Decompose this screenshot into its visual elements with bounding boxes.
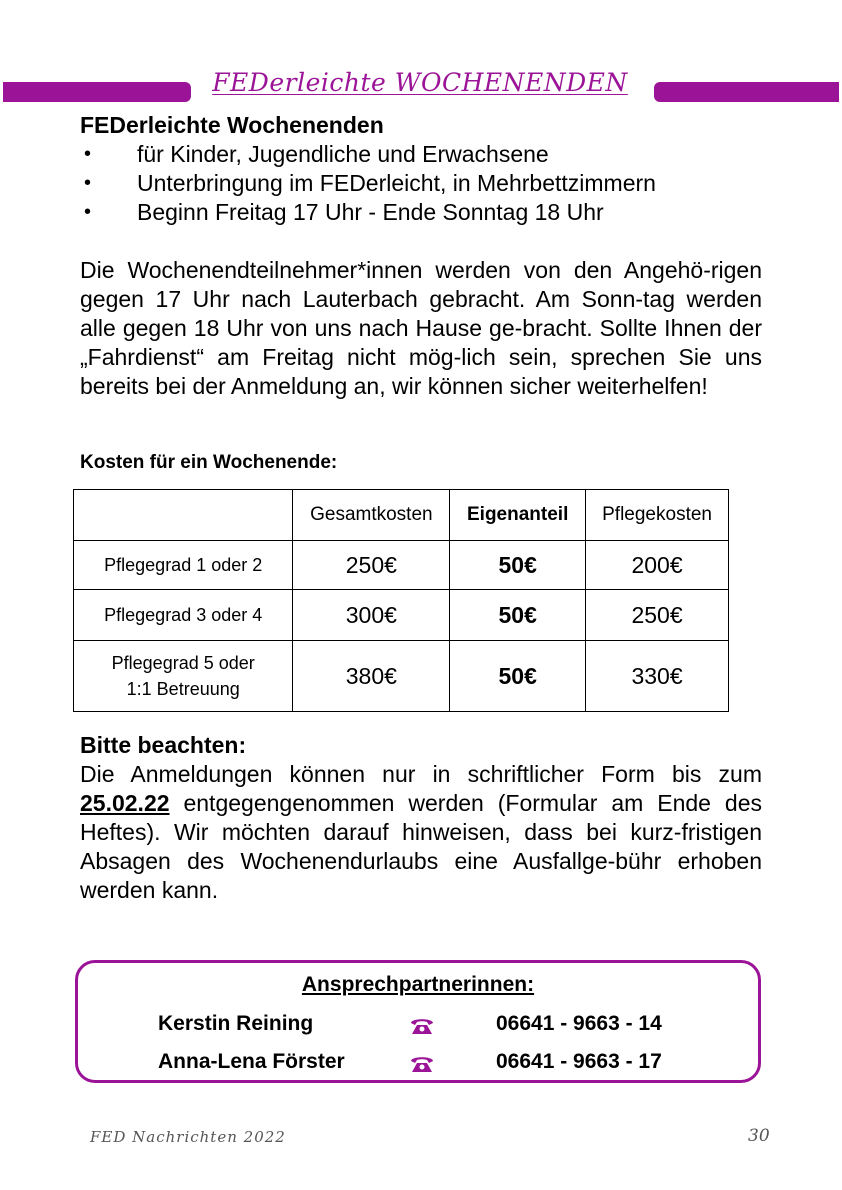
table-row: [74, 541, 729, 590]
contact-name: Kerstin Reining: [158, 1012, 314, 1035]
row-label: Pflegegrad 1 oder 2: [74, 541, 293, 590]
list-item: • für Kinder, Jugendliche und Erwachsene: [80, 140, 762, 169]
contact-box: [75, 960, 761, 1083]
own-cost: 50€: [450, 541, 586, 590]
contact-name: Anna-Lena Förster: [158, 1050, 345, 1073]
footer-publication: FED Nachrichten 2022: [90, 1128, 286, 1146]
note-paragraph: [80, 760, 762, 905]
phone-icon: [408, 1054, 436, 1074]
own-cost: 50€: [450, 590, 586, 641]
own-cost: 50€: [450, 641, 586, 712]
table-row: [74, 641, 729, 712]
list-item: • Unterbringung im FEDerleicht, in Mehrbettzimmern: [80, 169, 762, 198]
table-header-empty: [74, 490, 293, 541]
costs-table: [73, 489, 729, 712]
row-label: [74, 641, 293, 712]
banner-bar-right: [654, 82, 839, 102]
page-banner: FEDerleichte WOCHENENDEN: [212, 68, 628, 97]
total-cost: 250€: [293, 541, 450, 590]
table-row: [74, 590, 729, 641]
contact-phone[interactable]: 06641 - 9663 - 17: [496, 1050, 662, 1073]
table-header-own: Eigenanteil: [450, 490, 586, 541]
table-header-row: [74, 490, 729, 541]
row-label: Pflegegrad 3 oder 4: [74, 590, 293, 641]
care-cost: 200€: [586, 541, 729, 590]
row-label-line: Pflegegrad 5 oder: [111, 653, 255, 673]
contact-phone[interactable]: 06641 - 9663 - 14: [496, 1012, 662, 1035]
row-label-line: 1:1 Betreuung: [126, 679, 240, 699]
care-cost: 250€: [586, 590, 729, 641]
total-cost: 300€: [293, 590, 450, 641]
list-item: • Beginn Freitag 17 Uhr - Ende Sonntag 18 Uhr: [80, 198, 762, 227]
table-header-care: Pflegekosten: [586, 490, 729, 541]
contacts-title: Ansprechpartnerinnen:: [301, 973, 535, 996]
intro-paragraph: Die Wochenendteilnehmer*innen werden von den Angehö-rigen gegen 17 Uhr nach Lauterbach gebracht. Am Sonn-tag werden alle gegen 18 Uhr von uns nach Hause ge-bracht. Sollte Ihnen der „Fahrdienst“ am Freitag nicht mög-lich sein, sprechen Sie uns bereits bei der Anmeldung an, wir können sicher weiterhelfen!: [80, 257, 762, 399]
note-text-before: Die Anmeldungen können nur in schriftlicher Form bis zum: [80, 761, 762, 787]
care-cost: 330€: [586, 641, 729, 712]
section-title: FEDerleichte Wochenenden: [80, 112, 384, 138]
feature-list: [80, 140, 762, 227]
costs-title: Kosten für ein Wochenende:: [80, 452, 338, 473]
note-title: Bitte beachten:: [80, 732, 247, 758]
note-text-after: entgegengenommen werden (Formular am Ende des Heftes). Wir möchten darauf hinweisen, dass bei kurz-fristigen Absagen des Wochenendurlaubs eine Ausfallge-bühr erhoben werden kann.: [80, 790, 762, 903]
table-header-total: Gesamtkosten: [293, 490, 450, 541]
banner-bar-left: [3, 82, 191, 102]
deadline-date: 25.02.22: [80, 790, 170, 816]
page-number: 30: [748, 1126, 770, 1146]
phone-icon: [408, 1016, 436, 1036]
total-cost: 380€: [293, 641, 450, 712]
